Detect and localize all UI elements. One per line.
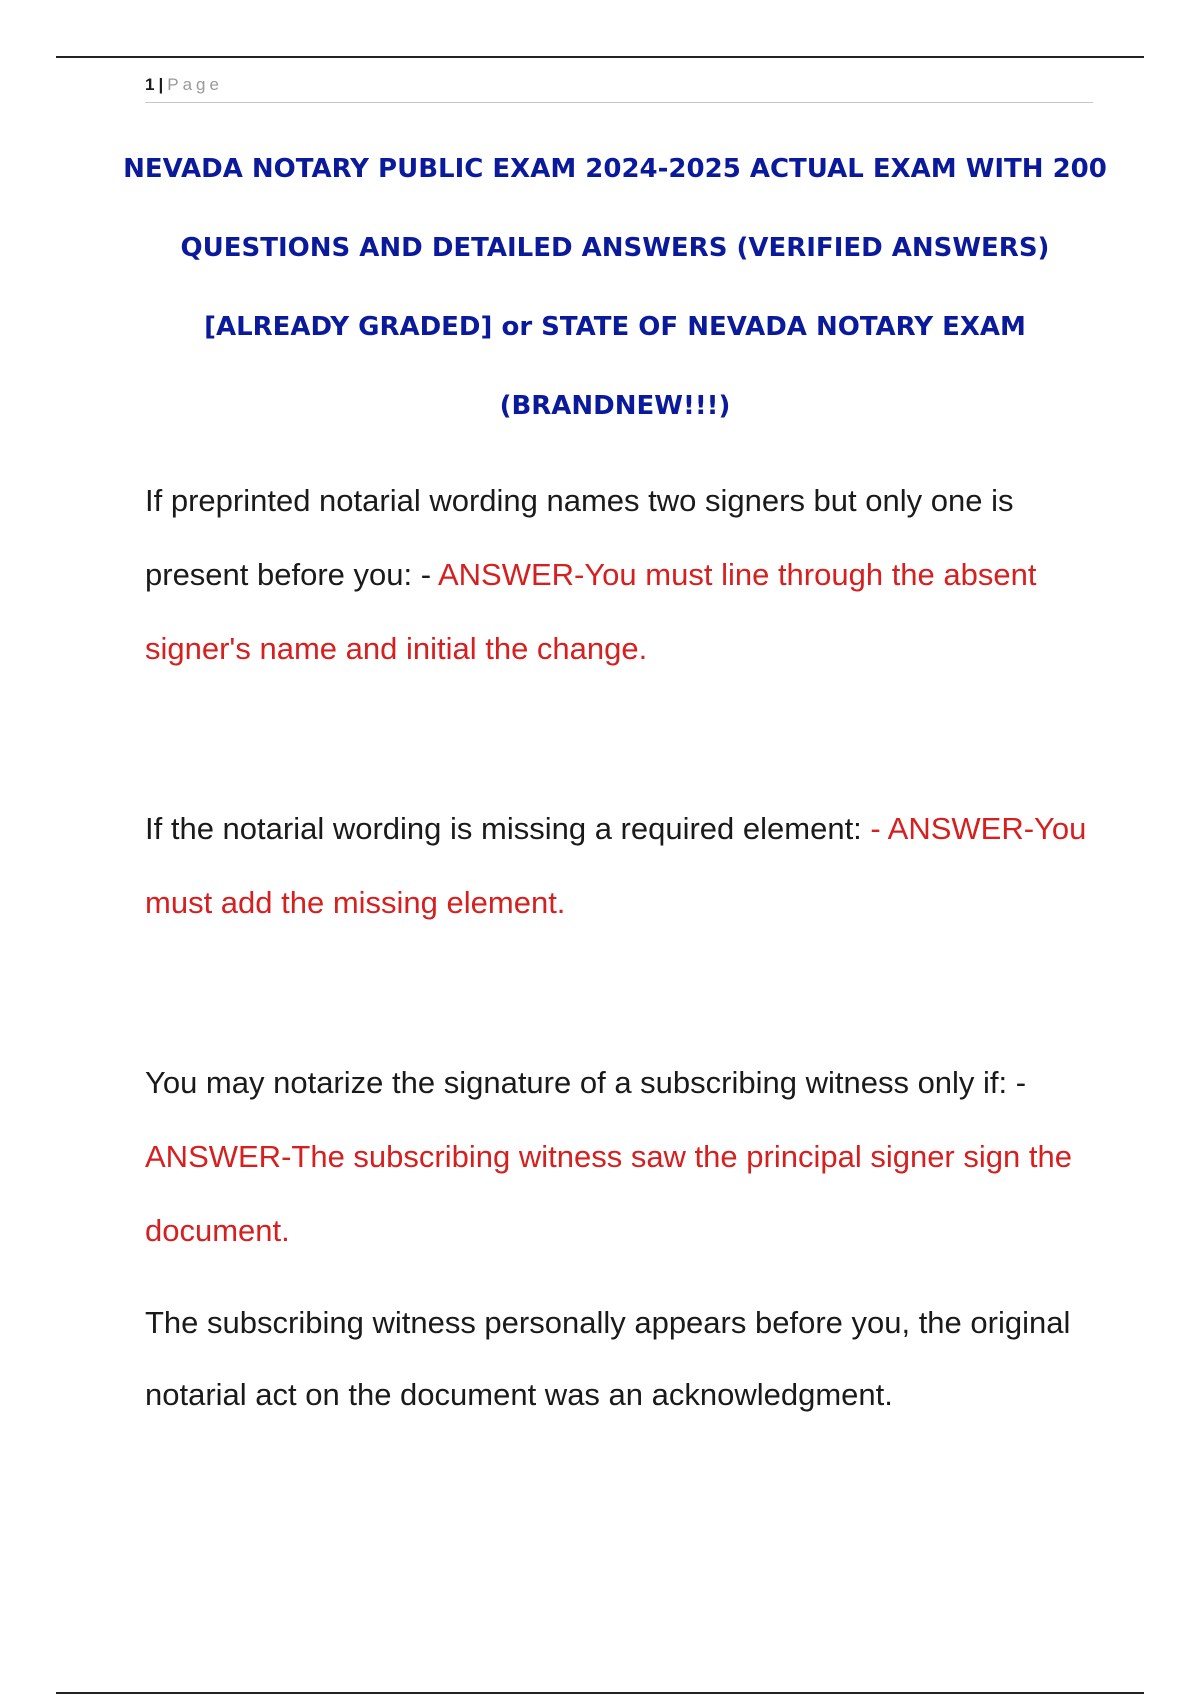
qa-item-2 <box>145 792 1095 940</box>
answer-text: ANSWER-You must line through the absent signer's name and initial the change. <box>145 557 1037 666</box>
page-header <box>145 74 1093 103</box>
qa-item-3 <box>145 1046 1095 1268</box>
question-text: You may notarize the signature of a subscribing witness only if: - <box>145 1065 1027 1100</box>
qa-item-1 <box>145 464 1095 686</box>
question-text: If the notarial wording is missing a required element: <box>145 811 871 846</box>
explanation-text: The subscribing witness personally appears before you, the original notarial act on the document was an acknowledgment. <box>145 1305 1071 1412</box>
top-rule <box>56 56 1144 58</box>
document-title: NEVADA NOTARY PUBLIC EXAM 2024-2025 ACTUAL EXAM WITH 200 QUESTIONS AND DETAILED ANSWERS (VERIFIED ANSWERS) [ALREADY GRADED] or STATE OF NEVADA NOTARY EXAM (BRANDNEW!!!) <box>123 154 1107 421</box>
answer-text: ANSWER-The subscribing witness saw the principal signer sign the document. <box>145 1139 1072 1248</box>
page-separator: | <box>158 75 164 94</box>
bottom-rule <box>56 1692 1144 1694</box>
page-number: 1 <box>145 75 155 94</box>
answer-text: - ANSWER-You must add the missing element. <box>145 811 1087 920</box>
page-label: Page <box>167 75 223 94</box>
question-text: If preprinted notarial wording names two signers but only one is present before you: - <box>145 483 1014 592</box>
